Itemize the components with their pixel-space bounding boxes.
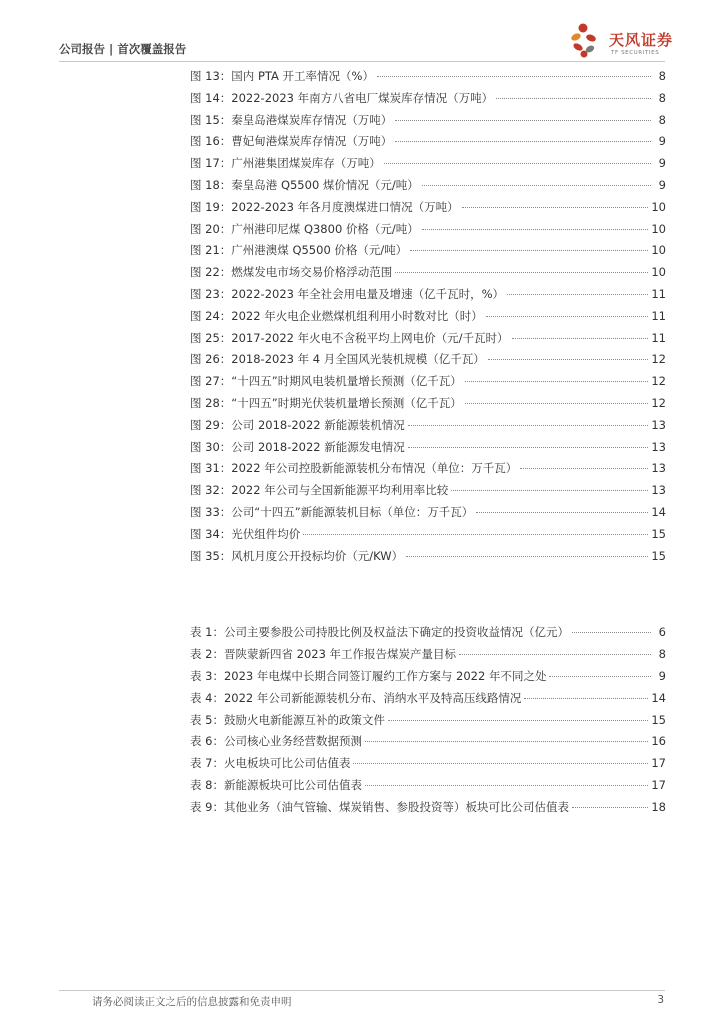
toc-entry[interactable] [190, 371, 666, 393]
toc-entry-page: 9 [658, 134, 666, 149]
toc-entry-title: 表 7：火电板块可比公司估值表 [190, 756, 351, 771]
toc-entry[interactable] [190, 797, 666, 819]
dot-leader [353, 763, 648, 764]
dot-leader [459, 654, 651, 655]
dot-leader [486, 316, 649, 317]
toc-entry-page: 13 [651, 461, 666, 476]
dot-leader [406, 556, 648, 557]
toc-entry-page: 14 [651, 690, 666, 705]
dot-leader [388, 720, 648, 721]
toc-entry[interactable] [190, 546, 666, 568]
toc-entry-title: 图 22：燃煤发电市场交易价格浮动范围 [190, 265, 393, 280]
toc-entry[interactable] [190, 110, 666, 132]
toc-entry-page: 17 [651, 756, 666, 771]
dot-leader [465, 403, 649, 404]
toc-entry-page: 12 [651, 352, 666, 367]
toc-entry-title: 图 31：2022 年公司控股新能源装机分布情况（单位：万千瓦） [190, 461, 518, 476]
toc-entry-page: 13 [651, 417, 666, 432]
toc-entry[interactable] [190, 219, 666, 241]
footer-disclaimer: 请务必阅读正文之后的信息披露和免责申明 [92, 996, 292, 1008]
toc-entry-title: 图 23：2022-2023 年全社会用电量及增速（亿千瓦时，%） [190, 286, 505, 301]
toc-entry-page: 12 [651, 395, 666, 410]
toc-entry-title: 图 14：2022-2023 年南方八省电厂煤炭库存情况（万吨） [190, 90, 494, 105]
toc-entry-page: 14 [651, 504, 666, 519]
toc-entry[interactable] [190, 131, 666, 153]
toc-entry[interactable] [190, 328, 666, 350]
toc-entry-title: 图 29：公司 2018-2022 新能源装机情况 [190, 417, 405, 432]
header-divider [59, 61, 665, 62]
toc-entry-title: 表 4：2022 年公司新能源装机分布、消纳水平及特高压线路情况 [190, 690, 522, 705]
toc-entry[interactable] [190, 622, 666, 644]
dot-leader [377, 76, 651, 77]
toc-entry-title: 图 32：2022 年公司与全国新能源平均利用率比较 [190, 483, 449, 498]
logo-flower-icon [569, 22, 609, 62]
toc-entry-title: 表 1：公司主要参股公司持股比例及权益法下确定的投资收益情况（亿元） [190, 625, 569, 639]
toc-entry[interactable] [190, 240, 666, 262]
toc-entry[interactable] [190, 753, 666, 775]
toc-entry[interactable] [190, 175, 666, 197]
toc-entry[interactable] [190, 197, 666, 219]
toc-entry[interactable] [190, 262, 666, 284]
toc-entry-page: 9 [658, 668, 666, 683]
toc-entry[interactable] [190, 88, 666, 110]
toc-entry-title: 图 16：曹妃甸港煤炭库存情况（万吨） [190, 134, 393, 149]
toc-entry-title: 图 19：2022-2023 年各月度澳煤进口情况（万吨） [190, 199, 459, 214]
dot-leader [549, 676, 651, 677]
toc-entry-title: 图 28：“十四五”时期光伏装机量增长预测（亿千瓦） [190, 395, 462, 410]
toc-entry[interactable] [190, 524, 666, 546]
toc-entry-page: 9 [658, 156, 666, 171]
figures-toc [190, 66, 666, 567]
toc-entry[interactable] [190, 393, 666, 415]
toc-entry-page: 10 [651, 243, 666, 258]
dot-leader [408, 425, 649, 426]
logo-chinese-name: 天风证券 [609, 31, 674, 49]
toc-entry[interactable] [190, 644, 666, 666]
dot-leader [408, 447, 649, 448]
toc-entry-page: 11 [651, 308, 666, 323]
toc-entry-title: 图 18：秦皇岛港 Q5500 煤价情况（元/吨） [190, 177, 419, 192]
toc-entry-page: 10 [651, 199, 666, 214]
toc-entry-title: 图 26：2018-2023 年 4 月全国风光装机规模（亿千瓦） [190, 352, 485, 367]
dot-leader [365, 785, 648, 786]
dot-leader [520, 468, 648, 469]
toc-entry-title: 表 3：2023 年电煤中长期合同签订履约工作方案与 2022 年不同之处 [190, 668, 547, 683]
dot-leader [507, 294, 648, 295]
toc-entry-title: 图 25：2017-2022 年火电不含税平均上网电价（元/千瓦时） [190, 330, 509, 345]
toc-entry-page: 11 [651, 330, 666, 345]
toc-entry[interactable] [190, 458, 666, 480]
dot-leader [524, 698, 648, 699]
toc-entry-page: 18 [651, 800, 666, 815]
toc-entry-page: 6 [658, 625, 666, 639]
dot-leader [496, 98, 651, 99]
toc-entry-page: 13 [651, 483, 666, 498]
toc-entry-title: 表 9：其他业务（油气管输、煤炭销售、参股投资等）板块可比公司估值表 [190, 800, 569, 815]
toc-entry-page: 8 [658, 112, 666, 127]
toc-entry[interactable] [190, 480, 666, 502]
dot-leader [395, 141, 651, 142]
toc-entry-title: 图 30：公司 2018-2022 新能源发电情况 [190, 439, 405, 454]
toc-entry[interactable] [190, 437, 666, 459]
toc-entry-title: 表 5：鼓励火电新能源互补的政策文件 [190, 712, 385, 727]
toc-entry[interactable] [190, 66, 666, 88]
dot-leader [365, 741, 648, 742]
toc-entry-page: 12 [651, 374, 666, 389]
toc-entry[interactable] [190, 153, 666, 175]
toc-entry-title: 图 35：风机月度公开投标均价（元/KW） [190, 548, 404, 563]
toc-entry-title: 图 34：光伏组件均价 [190, 526, 301, 541]
dot-leader [303, 534, 648, 535]
toc-entry-page: 10 [651, 221, 666, 236]
dot-leader [462, 207, 649, 208]
toc-entry-page: 8 [658, 69, 666, 83]
toc-entry-title: 图 15：秦皇岛港煤炭库存情况（万吨） [190, 112, 393, 127]
dot-leader [572, 807, 648, 808]
footer-divider [59, 990, 665, 991]
toc-entry-title: 图 24：2022 年火电企业燃煤机组利用小时数对比（时） [190, 308, 483, 323]
toc-entry[interactable] [190, 731, 666, 753]
toc-entry-title: 图 13：国内 PTA 开工率情况（%） [190, 69, 374, 83]
toc-entry-page: 15 [651, 526, 666, 541]
dot-leader [512, 338, 649, 339]
logo-english-name: TF SECURITIES [611, 50, 660, 56]
toc-entry-page: 11 [651, 286, 666, 301]
toc-entry-page: 10 [651, 265, 666, 280]
toc-entry[interactable] [190, 284, 666, 306]
dot-leader [476, 512, 648, 513]
dot-leader [451, 490, 648, 491]
toc-entry-title: 图 17：广州港集团煤炭库存（万吨） [190, 156, 381, 171]
toc-entry-page: 9 [658, 177, 666, 192]
report-type-label: 公司报告 | 首次覆盖报告 [59, 42, 187, 56]
toc-entry-page: 15 [651, 548, 666, 563]
dot-leader [395, 120, 651, 121]
toc-entry[interactable] [190, 502, 666, 524]
toc-entry-title: 表 2：晋陕蒙新四省 2023 年工作报告煤炭产量目标 [190, 646, 457, 661]
dot-leader [465, 381, 649, 382]
dot-leader [422, 185, 651, 186]
toc-entry-page: 16 [651, 734, 666, 749]
toc-entry-title: 图 33：公司“十四五”新能源装机目标（单位：万千瓦） [190, 504, 474, 519]
page-number: 3 [657, 994, 664, 1006]
toc-entry-page: 17 [651, 778, 666, 793]
toc-entry[interactable] [190, 688, 666, 710]
toc-entry-title: 表 6：公司核心业务经营数据预测 [190, 734, 362, 749]
dot-leader [395, 272, 648, 273]
toc-entry-title: 图 20：广州港印尼煤 Q3800 价格（元/吨） [190, 221, 419, 236]
toc-entry-page: 8 [658, 90, 666, 105]
toc-entry-title: 表 8：新能源板块可比公司估值表 [190, 778, 362, 793]
company-logo [569, 22, 679, 62]
dot-leader [572, 632, 651, 633]
dot-leader [384, 163, 651, 164]
toc-entry-page: 8 [658, 646, 666, 661]
tables-toc [190, 622, 666, 819]
toc-entry[interactable] [190, 306, 666, 328]
toc-entry[interactable] [190, 349, 666, 371]
toc-entry-title: 图 21：广州港澳煤 Q5500 价格（元/吨） [190, 243, 408, 258]
toc-entry[interactable] [190, 666, 666, 688]
dot-leader [410, 250, 648, 251]
toc-entry-page: 13 [651, 439, 666, 454]
toc-entry[interactable] [190, 710, 666, 732]
toc-entry[interactable] [190, 775, 666, 797]
toc-entry[interactable] [190, 415, 666, 437]
toc-entry-page: 15 [651, 712, 666, 727]
toc-entry-title: 图 27：“十四五”时期风电装机量增长预测（亿千瓦） [190, 374, 462, 389]
dot-leader [422, 229, 649, 230]
dot-leader [488, 359, 649, 360]
